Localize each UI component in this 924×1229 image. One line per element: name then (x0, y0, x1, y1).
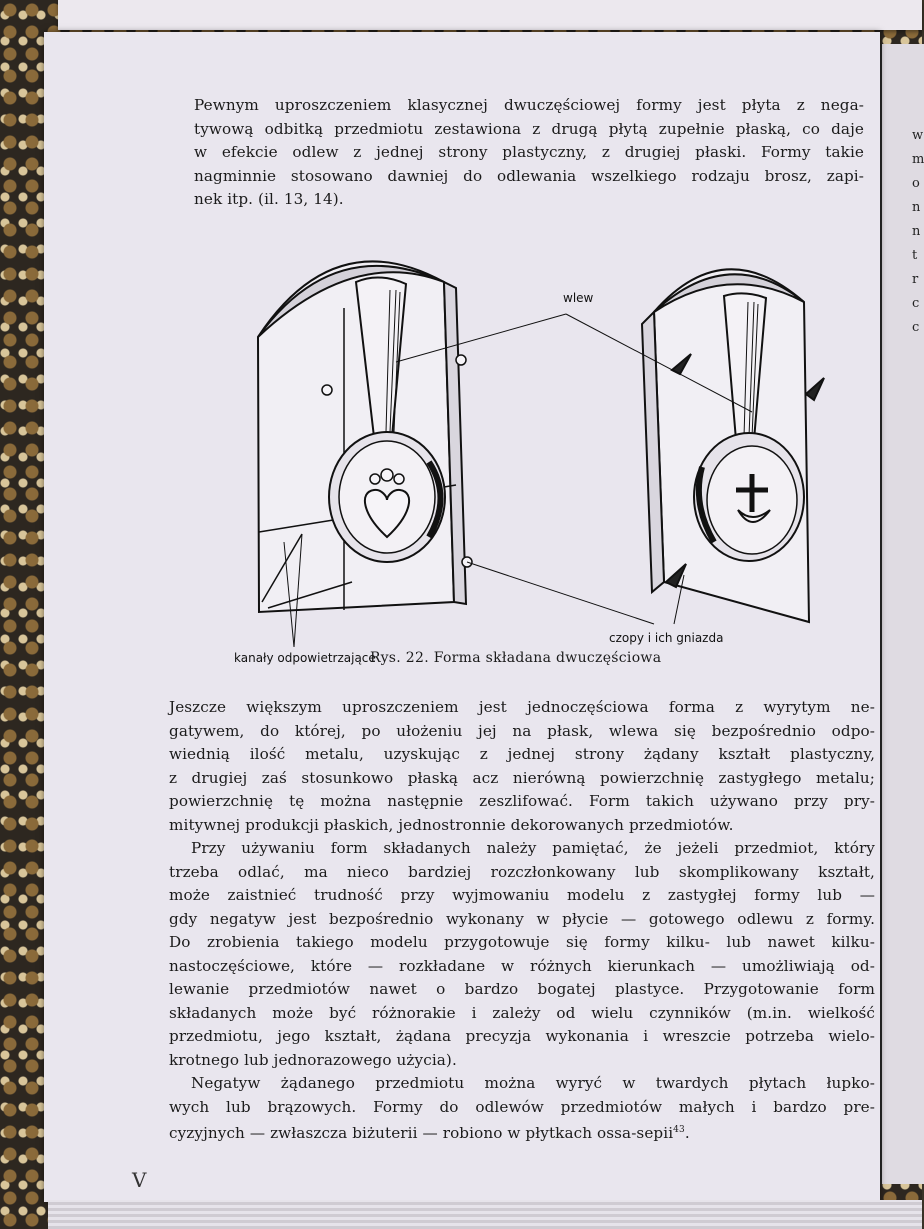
figure-caption: Rys. 22. Forma składana dwuczęściowa (370, 650, 662, 666)
text-line: Pewnym uproszczeniem klasycznej dwuczęściowej formy jest płyta z nega- (194, 96, 864, 114)
text-line: nagminnie stosowano dawniej do odlewania wszelkiego rodzaju brosz, zapi- (194, 166, 864, 185)
text-line: krotnego lub jednorazowego użycia). (169, 1050, 457, 1069)
right-pin (806, 378, 824, 400)
text-line: tywową odbitką przedmiotu zestawiona z drugą płytą zupełnie płaską, co daje (194, 119, 864, 138)
text-line: Jeszcze większym uproszczeniem jest jednoczęściowa forma z wyrytym ne- (169, 698, 875, 716)
footnote-ref: 43 (673, 1125, 685, 1135)
text-line: Negatyw żądanego przedmiotu można wyryć w twardych płytach łupko- (191, 1074, 875, 1092)
page-behind (58, 0, 922, 30)
label-wlew: wlew (563, 291, 594, 305)
edge-fragment: o (912, 176, 920, 191)
text-line: wych lub brązowych. Formy do odlewów przedmiotów małych i bardzo pre- (169, 1097, 875, 1116)
page-stack-edge (48, 1200, 922, 1229)
text-line: Przy używaniu form składanych należy pamiętać, że jeżeli przedmiot, który (191, 839, 875, 857)
text-line: Do zrobienia takiego modelu przygotowuje się formy kilku- lub nawet kilku- (169, 933, 875, 951)
text-line: trzeba odlać, ma nieco bardziej rozczłonkowany lub skomplikowany kształt, (169, 862, 875, 881)
text-line: lewanie przedmiotów nawet o bardzo bogatej plastyce. Przygotowanie form (169, 980, 875, 998)
text-line: przedmiotu, jego kształt, żądana precyzja wykonania i wreszcie potrzeba wielo- (169, 1027, 875, 1045)
text-line: może zaistnieć trudność przy wyjmowaniu modelu z zastygłej formy lub — (169, 886, 875, 904)
paragraph-1 (194, 94, 864, 212)
edge-fragment: n (912, 224, 921, 239)
text-line: z drugiej zaś stosunkowo płaską acz nierówną powierzchnię zastygłego metalu; (169, 768, 875, 787)
left-pin-hole (322, 385, 332, 395)
edge-fragment: c (912, 296, 920, 311)
edge-fragment: r (912, 272, 919, 287)
edge-fragment: m (912, 152, 924, 167)
text-line: gatywem, do której, po ułożeniu jej na płask, wlewa się bezpośrednio odpo- (169, 721, 875, 740)
paragraph-2 (169, 696, 875, 1146)
label-czopy: czopy i ich gniazda (609, 631, 724, 645)
left-pin-hole (456, 355, 466, 365)
edge-fragment: n (912, 200, 921, 215)
label-kanaly: kanały odpowietrzające (234, 651, 376, 665)
text-line: wiednią ilość metalu, uzyskując z jednej strony żądany kształt plastyczny, (169, 745, 875, 763)
mold-illustration (224, 242, 844, 665)
margin-pencil-mark: V (132, 1168, 147, 1192)
book-page (44, 32, 880, 1202)
edge-fragment: w (912, 128, 924, 143)
text-line: mitywnej produkcji płaskich, jednostronnie dekorowanych przedmiotów. (169, 815, 734, 834)
edge-fragment: t (912, 248, 918, 263)
text-line: w efekcie odlew z jednej strony plastyczny, z drugiej płaski. Formy takie (194, 143, 864, 161)
text-line-content: cyzyjnych — zwłaszcza biżuterii — robiono w płytkach ossa-sepii (169, 1124, 674, 1143)
text-line: nastoczęściowe, które — rozkładane w różnych kierunkach — umożliwiają od- (169, 956, 875, 975)
text-line: gdy negatyw jest bezpośrednio wykonany w płycie — gotowego odlewu z formy. (169, 909, 875, 928)
text-line: cyzyjnych — zwłaszcza biżuterii — robiono w płytkach ossa-sepii$^{43}$. (169, 1124, 690, 1143)
text-line: nek itp. (il. 13, 14). (194, 190, 344, 208)
text-line: powierzchnię tę można następnie zeszlifować. Form takich używano przy pry- (169, 792, 875, 810)
adjacent-page-edge (880, 44, 924, 1184)
text-line: składanych może być różnorakie i zależy od wielu czynników (m.in. wielkość (169, 1003, 875, 1022)
edge-fragment: c (912, 320, 920, 335)
